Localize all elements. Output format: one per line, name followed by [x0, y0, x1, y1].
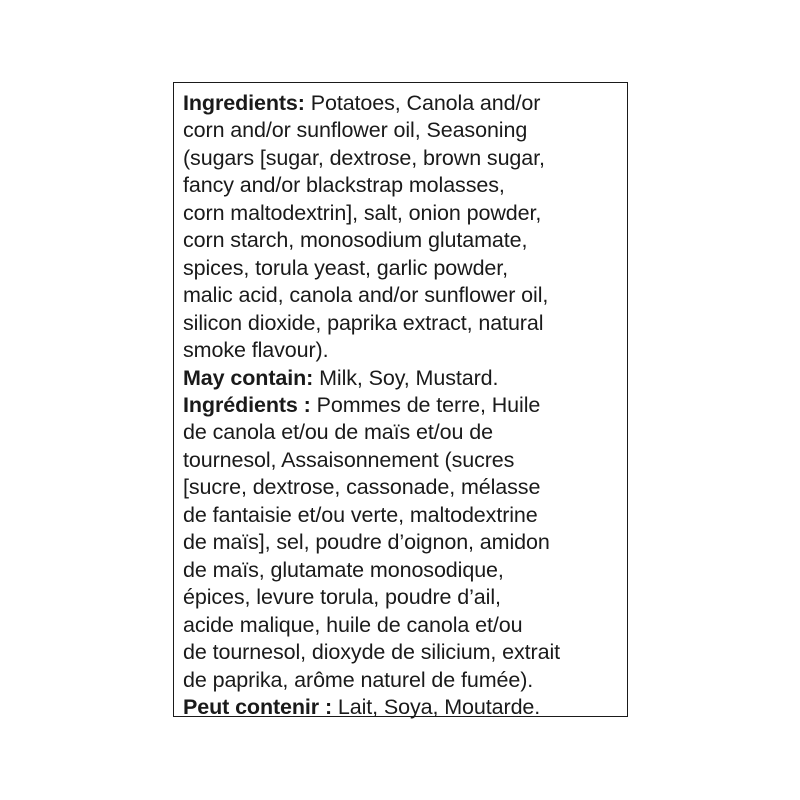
ingredients-heading-fr: Ingrédients :	[183, 392, 311, 417]
label-text: fancy and/or blackstrap molasses,	[183, 173, 505, 198]
label-line	[183, 255, 560, 282]
label-text: [sucre, dextrose, cassonade, mélasse	[183, 475, 541, 500]
label-text: Pommes de terre, Huile	[310, 392, 541, 417]
label-text: spices, torula yeast, garlic powder,	[183, 255, 509, 280]
label-text: corn and/or sunflower oil, Seasoning	[183, 118, 528, 143]
label-line	[183, 117, 560, 144]
ingredients-label-panel	[173, 82, 628, 717]
label-line	[183, 227, 560, 254]
label-line	[183, 337, 560, 364]
label-line	[183, 419, 560, 446]
label-text: épices, levure torula, poudre d’ail,	[183, 585, 501, 610]
peut-contenir-heading: Peut contenir :	[183, 694, 333, 719]
label-line	[183, 145, 560, 172]
label-text: acide malique, huile de canola et/ou	[183, 612, 523, 637]
label-line	[183, 365, 560, 392]
label-text: de paprika, arôme naturel de fumée).	[183, 667, 534, 692]
ingredients-text-block	[183, 90, 560, 721]
label-text: de fantaisie et/ou verte, maltodextrine	[183, 502, 538, 527]
label-text: de maïs, glutamate monosodique,	[183, 557, 504, 582]
label-text: silicon dioxide, paprika extract, natural	[183, 310, 544, 335]
label-line	[183, 172, 560, 199]
label-text: malic acid, canola and/or sunflower oil,	[183, 283, 549, 308]
label-line	[183, 200, 560, 227]
ingredients-heading-en: Ingredients:	[183, 91, 305, 115]
label-line	[183, 447, 560, 474]
label-text: Potatoes, Canola and/or	[304, 91, 541, 115]
label-text: Milk, Soy, Mustard.	[313, 365, 499, 390]
label-line	[183, 639, 560, 666]
label-text: de maïs], sel, poudre d’oignon, amidon	[183, 530, 550, 555]
label-line	[183, 529, 560, 556]
label-line	[183, 90, 560, 117]
label-text: corn starch, monosodium glutamate,	[183, 228, 528, 253]
label-text: smoke flavour).	[183, 338, 329, 363]
label-line	[183, 474, 560, 501]
may-contain-heading: May contain:	[183, 365, 314, 390]
label-line	[183, 502, 560, 529]
label-text: de canola et/ou de maïs et/ou de	[183, 420, 493, 445]
label-line	[183, 282, 560, 309]
label-text: (sugars [sugar, dextrose, brown sugar,	[183, 145, 545, 170]
label-line	[183, 557, 560, 584]
label-line	[183, 612, 560, 639]
label-text: de tournesol, dioxyde de silicium, extrait	[183, 640, 561, 665]
label-text: Lait, Soya, Moutarde.	[332, 694, 541, 719]
label-line	[183, 584, 560, 611]
label-text: corn maltodextrin], salt, onion powder,	[183, 200, 542, 225]
label-line	[183, 694, 560, 721]
label-text: tournesol, Assaisonnement (sucres	[183, 447, 515, 472]
label-line	[183, 667, 560, 694]
label-line	[183, 310, 560, 337]
label-line	[183, 392, 560, 419]
